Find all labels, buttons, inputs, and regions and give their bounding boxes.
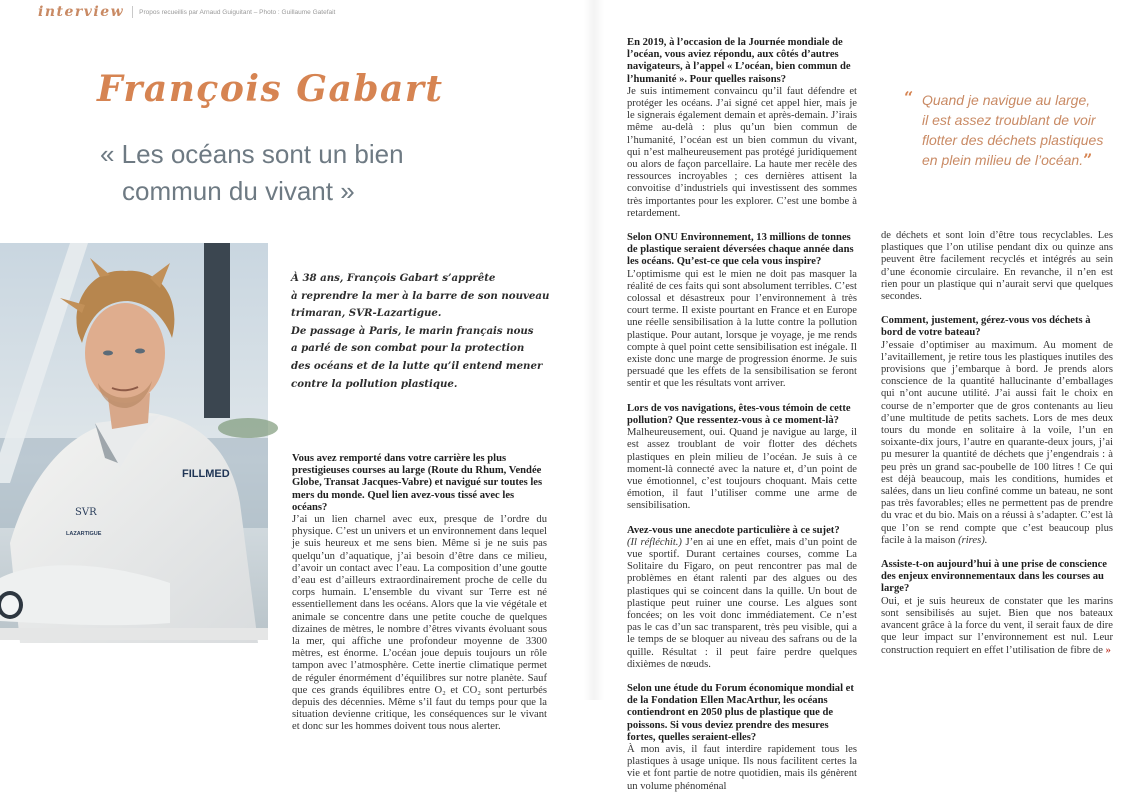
pull-quote-line: il est assez troublant de voir: [922, 112, 1096, 128]
question: Vous avez remporté dans votre carrière les plus prestigieuses courses au large (Route du Rhum, Vendée Globe, Transat Jacques-Vabre) et navigué sur toutes les mers du monde. Quel lien avez-vous tissé avec les océans?: [292, 453, 543, 513]
pull-quote-line: Quand je navigue au large,: [922, 92, 1091, 108]
pull-quote-line-text: en plein milieu de l’océan.: [922, 152, 1084, 168]
continue-arrow-icon: »: [1105, 644, 1111, 656]
page-header: [38, 3, 335, 21]
header-divider: [132, 6, 133, 18]
intro-line: À 38 ans, François Gabart s’apprête: [291, 272, 496, 284]
shirt-logo-lazartigue: LAZARTIGUE: [66, 531, 102, 537]
subtitle-line-1: « Les océans sont un bien: [100, 139, 404, 169]
intro-line: des océans et de la lutte qu’il entend mener: [291, 359, 543, 372]
question: Lors de vos navigations, êtes-vous témoin de cette pollution? Que ressentez-vous à ce moment-là?: [627, 402, 851, 426]
pull-quote: [904, 88, 1130, 170]
close-quote-mark: ”: [1083, 150, 1093, 169]
answer: À mon avis, il faut interdire rapidement tous les plastiques à usage unique. Ils nous facilitent certes la vie et font partie de notre quotidien, mais ils génèrent un volume phénoménal: [627, 743, 857, 792]
intro-line: a parlé de son combat pour la protection: [291, 342, 525, 355]
question: Comment, justement, gérez-vous vos déchets à bord de votre bateau?: [881, 315, 1091, 339]
text-column-1: [292, 453, 547, 734]
answer-text: J’essaie d’optimiser au maximum. Au moment de l’avitaillement, je retire tous les plastiques inutiles des provisions que j’embarque à bord. Je prends alors conscience de la quantité hallucinante d’emballages qui n’ont aucune utilité. J’ai aussi fait le choix en course de n’emporter que de gros contenants au lieu d’une multitude de petits sachets. Lors de mes deux tours du monde en solitaire à la voile, l’un en soixante-dix jours, l’autre en quarante-deux jours, j’ai pu mesurer la quantité de déchets que j’engendrais : à peu près un grand sac-poubelle de 100 litres ! Ce qui est déjà beaucoup, mais les conditions, humides et salées, dans un lieu confiné comme un bateau, ne sont pas très favorables; elles ne permettent pas de prendre du vrac et du bio. Mais on a réussi à s’adapter. C’est là que l’on se rend compte que c’est beaucoup plus facile à la maison: [881, 339, 1113, 546]
intro-line: à reprendre la mer à la barre de son nouveau: [291, 289, 550, 302]
open-quote-mark: “: [904, 88, 914, 107]
section-label: interview: [38, 4, 125, 20]
answer: [881, 340, 1113, 547]
answer: [881, 596, 1113, 657]
answer-text: Oui, et je suis heureux de constater que les marins sont sensibilisés au sujet. Bien que nos bateaux avancent grâce à la force du vent, il serait faux de dire que leur impact sur l’environnement est nul. Leur construction requiert en effet l’utilisation de fibre de: [881, 595, 1113, 656]
answer: [627, 537, 857, 671]
question: Avez-vous une anecdote particulière à ce sujet?: [627, 524, 840, 536]
shirt-logo-svr: SVR: [75, 507, 97, 518]
intro-line: De passage à Paris, le marin français nous: [291, 324, 534, 337]
answer-continued: de déchets et sont loin d’être tous recyclables. Les plastiques que l’on utilise pendant dix ou quinze ans peuvent être facilement recyclés et intégrés au sein d’une économie circulaire. En revanche, il n’en est rien pour un plastique qui n’aurait servi que quelques secondes.: [881, 230, 1113, 303]
intro-paragraph: [291, 270, 550, 393]
answer-aside: (rires).: [955, 534, 988, 546]
pull-quote-line: flotter des déchets plastiques: [922, 132, 1104, 148]
answer-aside: (Il réfléchit.): [627, 536, 682, 548]
answer: L’optimisme qui est le mien ne doit pas masquer la réalité de ces faits qui sont absolument terribles. C’est colossal et désastreux pour l’environnement à très court terme. Il existe pourtant en France et en Europe une réelle sensibilisation à la lutte contre la pollution plastique. Pour autant, lorsque je voyage, je me rends compte à quel point cette sensibilisation est inégale. Il existe donc une marge de progression énorme. Je suis persuadé que les effets de la sensibilisation se feront sentir et que les résultats vont arriver.: [627, 268, 857, 390]
answer: J’ai un lien charnel avec eux, presque de l’ordre du physique. C’est un univers et un environnement dans lequel je suis heureux et me sens bien. Même si je ne suis pas quelqu’un d’aquatique, j’ai besoin d’être dans ce milieu, d’avoir un contact avec l’eau. La composition d’une goutte d’eau est d’ailleurs extraordinairement proche de celle du corps humain. L’ensemble du vivant sur Terre est né essentiellement dans les océans. Alors que la vie végétale et animale se concentre dans une petite couche de quelques dizaines de mètres, le nombre d’êtres vivants évoluant sous la mer, qui affiche une profondeur moyenne de 3300 mètres, est énorme. L’océan joue depuis toujours un rôle tampon avec l’atmosphère. Cette inertie climatique permet de réguler énormément d’équilibres sur notre planète. Sauf que ces grands équilibres entre O₂ et CO₂ sont perturbés depuis des décennies. Même s’il faut du temps pour que la situation devienne critique, les conséquences sur le vivant et donc sur les hommes doivent tous nous alerter.: [292, 514, 547, 733]
question: Assiste-t-on aujourd’hui à une prise de conscience des enjeux environnementaux dans les courses au large?: [881, 559, 1108, 595]
answer: Je suis intimement convaincu qu’il faut défendre et protéger les océans. J’ai signé cet appel hier, mais je le signerais également demain et après-demain. J’irais même au-delà : plus qu’un bien commun de l’humanité, l’océan est un bien commun du vivant, qui n’est malheureusement pas protégé juridiquement ou alors de façon parcellaire. La haute mer recèle des ressources incroyables ; ces dernières attisent la convoitise d’industriels qui investissent des sommes très importantes pour les explorer. C’est une bombe à retardement.: [627, 85, 857, 219]
article-title: François Gabart: [97, 68, 444, 110]
portrait-illustration: [0, 243, 268, 640]
page-gutter: [584, 0, 604, 700]
pull-quote-line: [910, 150, 1130, 170]
answer-text: J’en ai une en effet, mais d’un point de vue sportif. Durant certaines courses, comme La Solitaire du Figaro, on peut rencontrer pas mal de problèmes en étant ralenti par des algues ou des plastiques qui se coincent dans la quille. Un bout de plastique peut ruiner une course. Les algues sont foncées; on les voit donc immédiatement. Ce n’est pas le cas d’un sac transparent, très peu visible, qui a le temps de se bloquer au niveau des safrans ou de la quille. Résultat : il peut faire perdre quelques dixièmes de nœuds.: [627, 536, 857, 670]
credits: Propos recueillis par Arnaud Guiguitant – Photo : Guillaume Gatefait: [139, 8, 336, 16]
text-column-2: [627, 37, 857, 793]
question: Selon ONU Environnement, 13 millions de tonnes de plastique seraient déversées chaque année dans les océans. Qu’est-ce que cela vous inspire?: [627, 232, 854, 268]
portrait-photo: [0, 243, 268, 640]
subtitle-line-2: commun du vivant »: [122, 176, 355, 206]
intro-line: trimaran, SVR-Lazartigue.: [291, 307, 442, 320]
shirt-logo-fillmed: FILLMED: [182, 468, 230, 480]
intro-line: contre la pollution plastique.: [291, 377, 458, 390]
text-column-3: [881, 230, 1113, 657]
question: En 2019, à l’occasion de la Journée mondiale de l’océan, vous aviez répondu, aux côtés d’autres navigateurs, à l’appel « L’océan, bien commun de l’humanité ». Pour quelles raisons?: [627, 37, 851, 85]
answer: Malheureusement, oui. Quand je navigue au large, il est assez troublant de voir flotter des déchets plastiques en plein milieu de l’océan. Je suis à ce moment-là connecté avec la nature et, d’un point de vue émotionnel, c’est toujours choquant. Mais cette émotion, il faut l’utiliser comme une arme de sensibilisation.: [627, 427, 857, 512]
question: Selon une étude du Forum économique mondial et de la Fondation Ellen MacArthur, les océans contiendront en 2050 plus de plastique que de poissons. Si vous deviez prendre des mesures fortes, quelles seraient-elles?: [627, 682, 854, 743]
article-subtitle: [100, 136, 460, 210]
